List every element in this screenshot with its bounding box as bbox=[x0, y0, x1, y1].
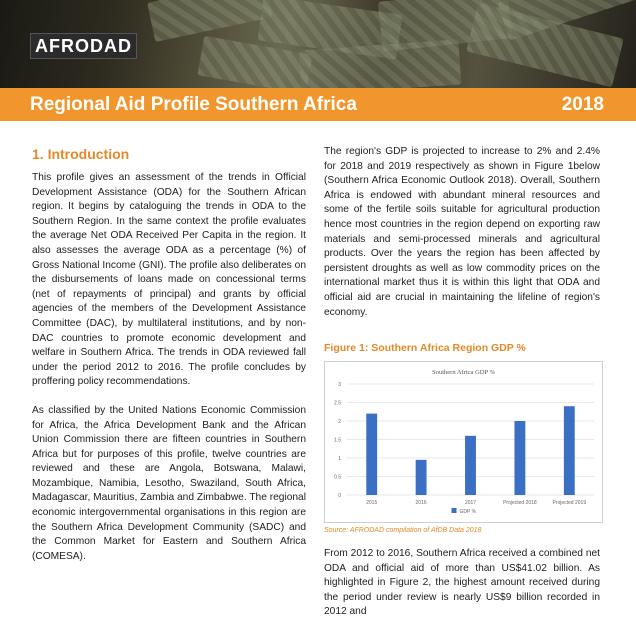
right-column-continued bbox=[324, 547, 600, 620]
bar-2015 bbox=[366, 414, 377, 495]
gdp-chart-svg bbox=[325, 362, 602, 522]
x-tick-label: Projected 2019 bbox=[552, 500, 587, 506]
gdp-chart bbox=[324, 361, 603, 523]
left-column bbox=[32, 145, 306, 564]
section-heading-introduction: 1. Introduction bbox=[32, 146, 130, 162]
x-tick-label: Projected 2018 bbox=[503, 500, 537, 506]
y-tick-label: 0.5 bbox=[334, 474, 341, 481]
page-title: Regional Aid Profile Southern Africa bbox=[30, 94, 357, 115]
y-tick-label: 0 bbox=[338, 493, 341, 499]
y-tick-label: 2 bbox=[338, 419, 341, 425]
bar-projected-2019 bbox=[564, 406, 575, 495]
bar-2016 bbox=[416, 460, 427, 495]
brand-logo: AFRODAD bbox=[30, 33, 137, 59]
bar-2017 bbox=[465, 436, 476, 495]
y-tick-label: 2.5 bbox=[334, 400, 341, 407]
x-tick-label: 2017 bbox=[464, 500, 477, 506]
bar-projected-2018 bbox=[514, 421, 525, 495]
title-bar bbox=[0, 88, 636, 121]
x-tick-label: 2015 bbox=[366, 500, 378, 506]
legend-label: GDP % bbox=[459, 509, 477, 515]
intro-paragraph-1: This profile gives an assessment of the trends in Official Development Assistance (ODA) for the Southern African region. It begins by cataloguing the trends in ODA to the Southern Region. In the same context the profile evaluates the average Net ODA Received Per Capita in the region. It also assesses the average ODA as a percentage (%) of Gross National Income (GNI). The profile also deliberates on the disbursements of loans made on concessional terms (net of repayments of principal) and grants by official agencies of the members of the Development Assistance Committee (DAC), by multilateral institutions, and by non-DAC countries to promote economic development and welfare in Southern Africa. The trends in ODA reviewed fall under the period 2012 to 2016. The profile concludes by proffering policy recommendations. bbox=[32, 172, 306, 388]
legend-swatch bbox=[452, 508, 457, 513]
x-tick-label: 2016 bbox=[415, 500, 427, 506]
y-tick-label: 1.5 bbox=[334, 437, 341, 444]
y-tick-label: 1 bbox=[338, 456, 341, 462]
chart-title: Southern Africa GDP % bbox=[432, 369, 495, 376]
page-year: 2018 bbox=[561, 94, 604, 115]
figure-source: Source: AFRODAD compilation of AfDB Data 2018 bbox=[324, 527, 482, 534]
oda-paragraph: From 2012 to 2016, Southern Africa received a combined net ODA and official aid of more than US$41.02 billion. As highlighted in Figure 2, the highest amount received during the period under review is nearly US$9 billion recorded in 2012 and bbox=[324, 548, 600, 618]
hero-banner bbox=[0, 0, 636, 88]
intro-paragraph-2: As classified by the United Nations Economic Commission for Africa, the Africa Development Bank and the African Union Commission there are fifteen countries in Southern Africa but for purposes of this profile, twelve countries are reviewed and these are Angola, Botswana, Malawi, Mozambique, Namibia, Lesotho, Swaziland, South Africa, Madagascar, Mauritius, Zambia and Zimbabwe. The regional economic intergovernmental organisations in this region are the Southern Africa Development Community (SADC) and the Common Market for Eastern and Southern Africa (COMESA). bbox=[32, 404, 306, 562]
right-column bbox=[324, 145, 600, 320]
figure-title: Figure 1: Southern Africa Region GDP % bbox=[324, 342, 526, 354]
y-tick-label: 3 bbox=[338, 382, 341, 388]
gdp-paragraph: The region's GDP is projected to increase to 2% and 2.4% for 2018 and 2019 respectively as shown in Figure 1below (Southern Africa Economic Outlook 2018). Overall, Southern Africa is endowed with abundant mineral resources and some of the fertile soils suitable for agricultural production hence most countries in the region depend on exporting raw materials and semi-processed minerals and agricultural products. Over the years the region has been affected by persistent droughts as well as low commodity prices on the international market thus it is within this light that ODA and official aid are crucial in maintaining the lifeline of region's economy. bbox=[324, 146, 600, 318]
